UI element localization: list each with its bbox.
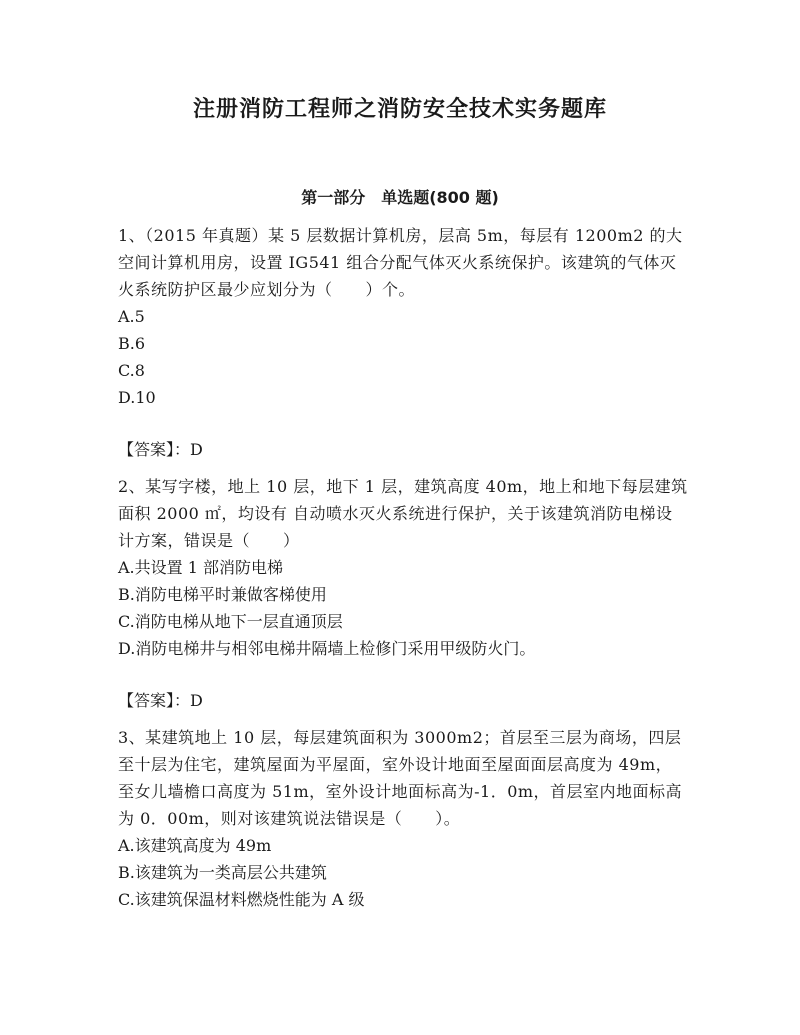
answer: 【答案】：D [118, 440, 203, 459]
option-d: D.消防电梯井与相邻电梯井隔墙上检修门采用甲级防火门。 [118, 639, 536, 658]
option-b: B.该建筑为一类高层公共建筑 [118, 863, 327, 882]
question-list [118, 222, 688, 913]
question-2 [118, 473, 688, 714]
question-stem: 1、（2015 年真题）某 5 层数据计算机房，层高 5m，每层有 1200m2 的大空间计算机用房，设置 IG541 组合分配气体灭火系统保护。该建筑的气体灭火系统防护区最少应划分为（ ）个。 [118, 226, 683, 299]
question-3 [118, 724, 688, 913]
question-stem: 3、某建筑地上 10 层，每层建筑面积为 3000m2；首层至三层为商场，四层至十层为住宅，建筑屋面为平屋面，室外设计地面至屋面面层高度为 49m，至女儿墙檐口高度为 51m，室外设计地面标高为-1．0m，首层室内地面标高为 0．00m，则对该建筑说法错误是（ ）。 [118, 728, 683, 828]
question-1 [118, 222, 688, 463]
document-title: 注册消防工程师之消防安全技术实务题库 [192, 97, 607, 122]
option-c: C.该建筑保温材料燃烧性能为 A 级 [118, 890, 365, 909]
option-b: B.6 [118, 334, 146, 353]
question-stem: 2、某写字楼，地上 10 层，地下 1 层，建筑高度 40m，地上和地下每层建筑面积 2000 ㎡，均设有 自动喷水灭火系统进行保护，关于该建筑消防电梯设计方案，错误是（ ） [118, 477, 688, 550]
option-b: B.消防电梯平时兼做客梯使用 [118, 585, 327, 604]
section-title: 第一部分 单选题(800 题) [301, 188, 499, 207]
option-c: C.消防电梯从地下一层直通顶层 [118, 612, 343, 631]
option-c: C.8 [118, 361, 145, 380]
option-a: A.5 [118, 307, 145, 326]
option-a: A.共设置 1 部消防电梯 [118, 558, 283, 577]
option-d: D.10 [118, 388, 156, 407]
option-a: A.该建筑高度为 49m [118, 836, 272, 855]
answer: 【答案】：D [118, 691, 203, 710]
